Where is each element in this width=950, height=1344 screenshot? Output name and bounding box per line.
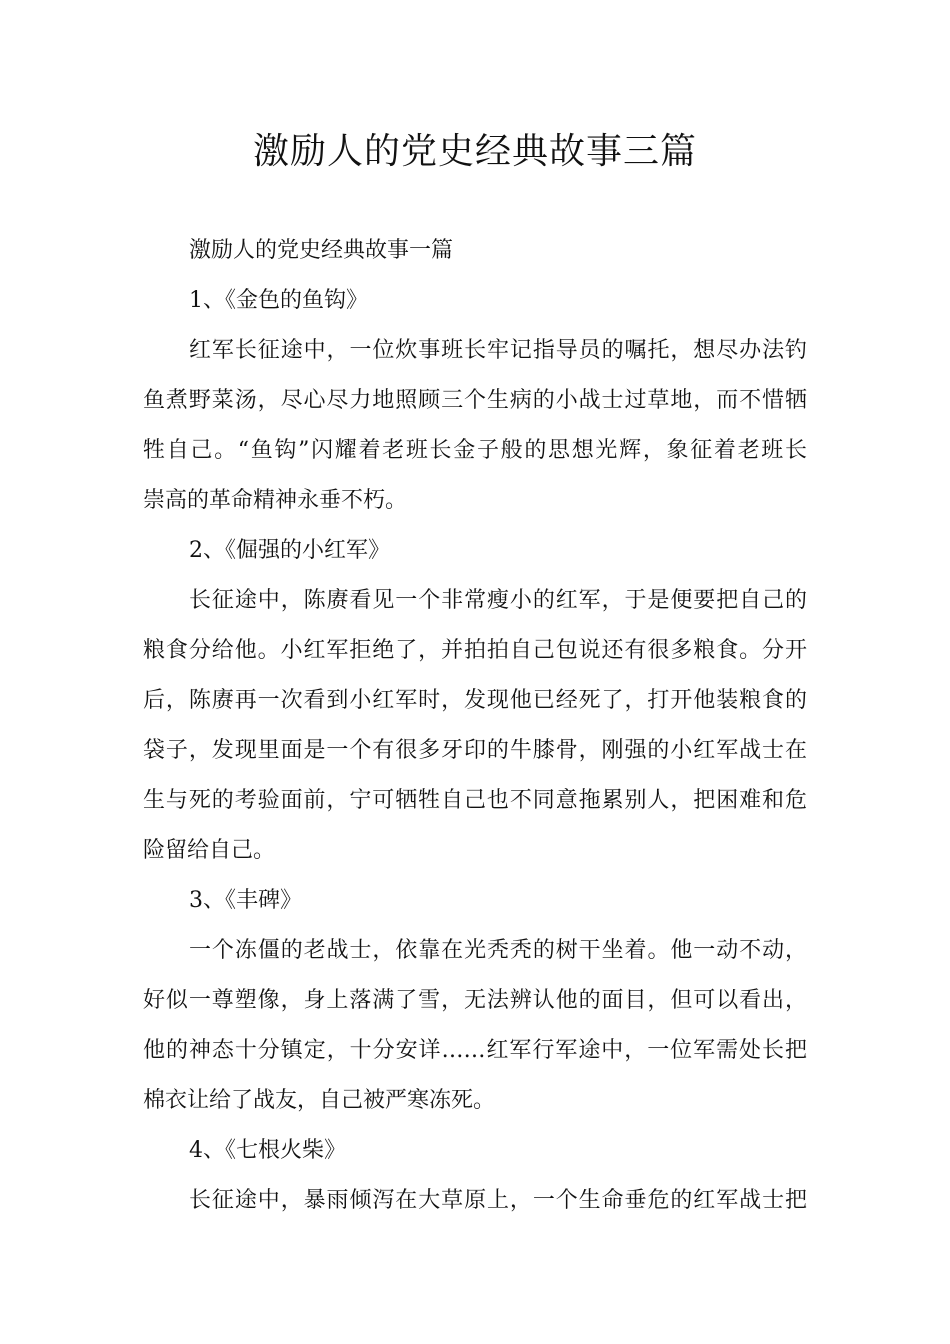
- paragraph-line: 棉衣让给了战友，自己被严寒冻死。: [143, 1088, 496, 1113]
- paragraph-line: 粮食分给他。小红军拒绝了，并拍拍自己包说还有很多粮食。分开: [143, 638, 807, 663]
- paragraph-line: 生与死的考验面前，宁可牺牲自己也不同意拖累别人，把困难和危: [143, 788, 807, 813]
- story-title: 4、《七根火柴》: [189, 1138, 346, 1163]
- section-heading: 激励人的党史经典故事一篇: [189, 238, 454, 263]
- story-title: 2、《倔强的小红军》: [189, 538, 390, 563]
- story-title: 3、《丰碑》: [189, 888, 302, 913]
- paragraph-line: 后，陈赓再一次看到小红军时，发现他已经死了，打开他装粮食的: [143, 688, 807, 713]
- paragraph-line: 险留给自己。: [143, 838, 276, 863]
- document-body: [143, 226, 807, 1226]
- paragraph-line: 牲自己。“鱼钩”闪耀着老班长金子般的思想光辉，象征着老班长: [143, 438, 807, 463]
- paragraph-line: 袋子，发现里面是一个有很多牙印的牛膝骨，刚强的小红军战士在: [143, 738, 807, 763]
- paragraph-line: 长征途中，陈赓看见一个非常瘦小的红军，于是便要把自己的: [189, 588, 807, 613]
- paragraph-line: 红军长征途中，一位炊事班长牢记指导员的嘱托，想尽办法钓: [189, 338, 807, 363]
- paragraph-line: 一个冻僵的老战士，依靠在光秃秃的树干坐着。他一动不动，: [189, 938, 807, 963]
- document-title: 激励人的党史经典故事三篇: [252, 131, 697, 172]
- paragraph-line: 崇高的革命精神永垂不朽。: [143, 488, 408, 513]
- paragraph-line: 鱼煮野菜汤，尽心尽力地照顾三个生病的小战士过草地，而不惜牺: [143, 388, 807, 413]
- paragraph-line: 他的神态十分镇定，十分安详……红军行军途中，一位军需处长把: [143, 1038, 807, 1063]
- paragraph-line: 好似一尊塑像，身上落满了雪，无法辨认他的面目，但可以看出，: [143, 988, 807, 1013]
- story-title: 1、《金色的鱼钩》: [189, 288, 368, 313]
- paragraph-line: 长征途中，暴雨倾泻在大草原上，一个生命垂危的红军战士把: [189, 1188, 807, 1213]
